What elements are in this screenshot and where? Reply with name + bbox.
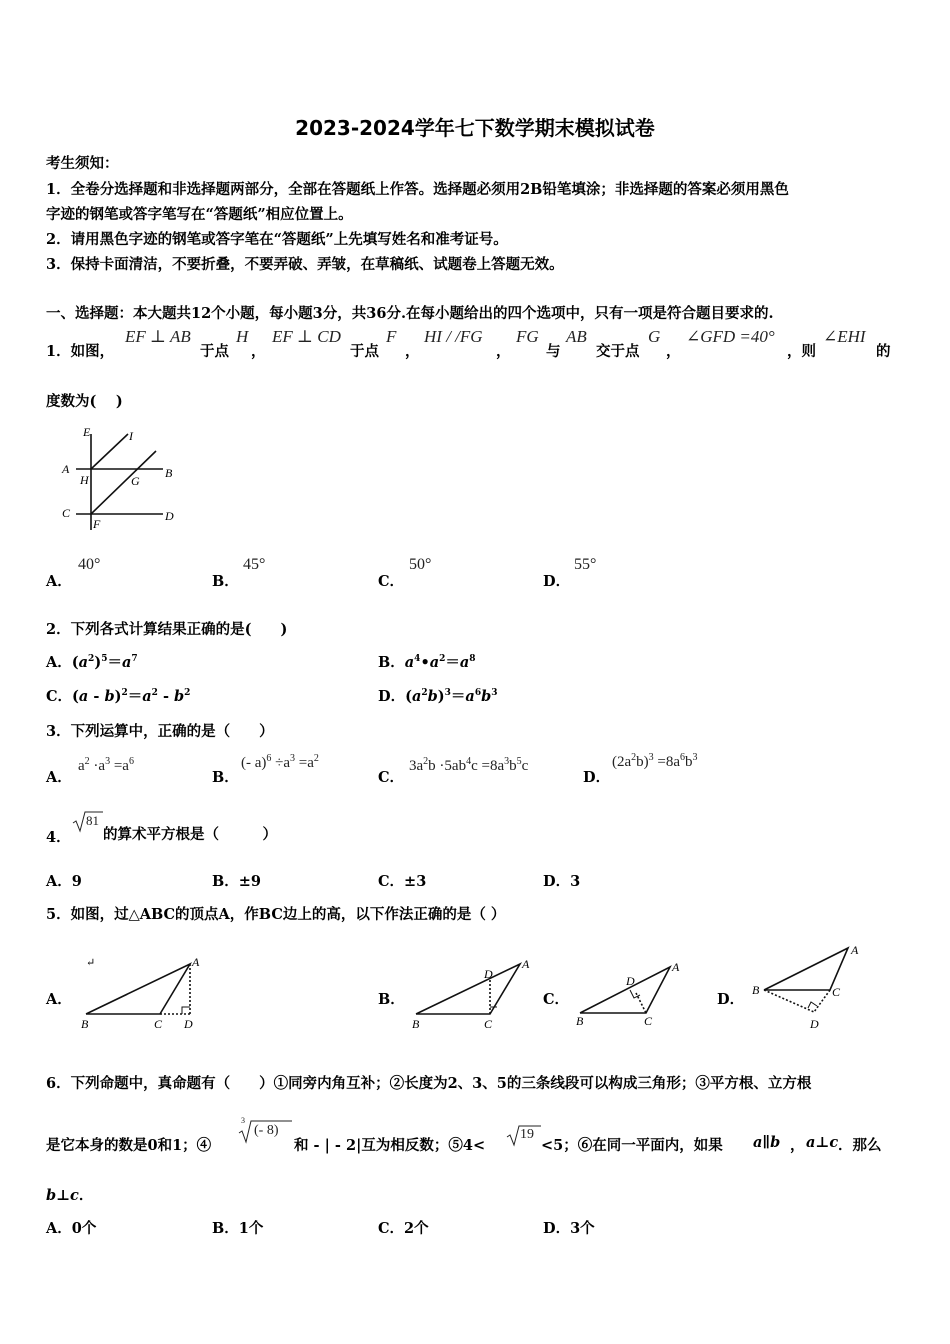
q5-option-b-label: B． xyxy=(378,991,405,1008)
notice-heading: 考生须知： xyxy=(46,155,119,172)
q1-text-7: 与 xyxy=(546,343,561,360)
svg-text:A: A xyxy=(522,957,530,971)
q4-option-b: B．±9 xyxy=(212,873,262,890)
q1-formula-5: HI / /FG xyxy=(424,327,483,346)
cube-root-index: 3 xyxy=(241,1116,245,1125)
q5-figure-a xyxy=(78,950,208,1032)
q5-option-c-label: C． xyxy=(543,991,570,1008)
q2-option-c: C．$(a - b)^2=a^2 - b^2$ xyxy=(46,688,191,705)
q1-formula-4: F xyxy=(386,327,397,346)
q1-text-2: 于点 xyxy=(200,343,229,360)
q1-option-d-label: D． xyxy=(543,573,571,590)
line-hi xyxy=(91,434,128,469)
notice-line-1: 1．全卷分选择题和非选择题两部分，全部在答题纸上作答。选择题必须用2B铅笔填涂；非选择题的答案必须用黑色 xyxy=(46,181,789,198)
q1-text-9: ， xyxy=(666,343,681,360)
return-mark: ↵ xyxy=(86,957,96,969)
svg-text:B: B xyxy=(752,983,760,997)
label-i: I xyxy=(129,429,133,443)
q1-text-10: ，则 xyxy=(787,343,816,360)
sqrt-19-radicand: 19 xyxy=(520,1127,534,1142)
q1-option-a-value: 40° xyxy=(78,556,101,573)
q1-formula-9: ∠GFD =40° xyxy=(686,327,775,346)
q6-line-2b: 和 - | - 2|互为相反数；⑤4< xyxy=(294,1137,486,1154)
q1-option-c-label: C． xyxy=(378,573,405,590)
svg-text:C: C xyxy=(484,1017,493,1031)
q3-option-b-label: B． xyxy=(212,769,239,786)
q1-option-c-value: 50° xyxy=(409,556,432,573)
cube-root-radicand: (- 8) xyxy=(254,1123,279,1138)
label-e: E xyxy=(83,425,91,439)
q6-line-2e: ， xyxy=(790,1137,805,1154)
q1-formula-10: ∠EHI xyxy=(823,327,866,346)
svg-text:B: B xyxy=(576,1014,584,1028)
q4-option-a: A．9 xyxy=(46,873,82,890)
label-g: G xyxy=(131,474,140,488)
q2-option-b-expr: $a^4•a^2=a^8$ xyxy=(404,654,476,671)
q2-option-b: B．$a^4•a^2=a^8$ xyxy=(378,654,476,671)
svg-text:C: C xyxy=(832,985,841,999)
q4-number: 4． xyxy=(46,829,71,846)
q3-option-a-expr: $a^2 \cdot a^3 =a^6$ xyxy=(78,756,134,774)
q1-option-d-value: 55° xyxy=(574,556,597,573)
q2-option-d-expr: $(a^2b)^3=a^6b^3$ xyxy=(405,688,498,705)
q1-formula-8: G xyxy=(648,327,661,346)
q1-text-11: 的 xyxy=(876,343,891,360)
q2-option-a-expr: $(a^2)^5=a^7$ xyxy=(71,654,138,671)
q5-stem: 5．如图，过△ABC的顶点A，作BC边上的高，以下作法正确的是（ ） xyxy=(46,906,506,923)
q1-formula-7: AB xyxy=(566,327,587,346)
q6-line-2g: ．那么 xyxy=(838,1137,882,1154)
q1-option-b-value: 45° xyxy=(243,556,266,573)
q3-option-d-label: D． xyxy=(583,769,611,786)
q6-option-d: D．3个 xyxy=(543,1220,595,1237)
q4-option-c: C．±3 xyxy=(378,873,427,890)
label-h: H xyxy=(80,473,89,487)
q5-option-d-label: D． xyxy=(717,991,745,1008)
q6-option-a: A．0个 xyxy=(46,1220,97,1237)
q2-option-c-expr: $(a - b)^2=a^2 - b^2$ xyxy=(72,688,191,705)
svg-text:D: D xyxy=(626,974,635,988)
q5-figure-b xyxy=(410,950,540,1032)
q6-line-2f: a⊥c xyxy=(806,1134,839,1151)
q1-formula-2: H xyxy=(236,327,249,346)
q1-text-3: ， xyxy=(251,343,266,360)
q1-text-5: ， xyxy=(405,343,420,360)
label-c: C xyxy=(62,506,71,520)
svg-text:B: B xyxy=(81,1017,89,1031)
q6-line-2a: 是它本身的数是0和1；④ xyxy=(46,1137,212,1154)
notice-line-3: 2．请用黑色字迹的钢笔或答字笔在“答题纸”上先填写姓名和准考证号。 xyxy=(46,231,508,248)
q2-option-d: D．$(a^2b)^3=a^6b^3$ xyxy=(378,688,498,705)
q6-option-b: B．1个 xyxy=(212,1220,264,1237)
q4-option-d: D．3 xyxy=(543,873,581,890)
q1-text-4: 于点 xyxy=(350,343,379,360)
svg-text:A: A xyxy=(192,955,200,969)
q3-option-c-expr: $3a^2b \cdot 5ab^4c =8a^3b^5c$ xyxy=(409,756,529,774)
q5-option-a-label: A． xyxy=(46,991,72,1008)
q6-line-2d: a∥b xyxy=(753,1134,781,1151)
q3-option-b-expr: (- $a)^6 \div a^3 =a^2$ xyxy=(241,753,319,771)
section-heading: 一、选择题：本大题共12个小题，每小题3分，共36分.在每小题给出的四个选项中，只有一项是符合题目要求的. xyxy=(46,305,774,322)
q1-text-1: 1．如图， xyxy=(46,343,115,360)
q1-formula-6: FG xyxy=(516,327,539,346)
q2-option-a: A．$(a^2)^5=a^7$ xyxy=(46,654,138,671)
q6-line-3: b⊥c． xyxy=(46,1187,94,1204)
q1-text-8: 交于点 xyxy=(596,343,640,360)
q1-formula-3: EF ⊥ CD xyxy=(272,327,341,346)
label-f: F xyxy=(93,517,101,531)
label-b: B xyxy=(165,466,173,480)
q1-figure xyxy=(58,422,183,532)
q6-line-2c: <5；⑥在同一平面内，如果 xyxy=(541,1137,723,1154)
q2-stem: 2．下列各式计算结果正确的是( ) xyxy=(46,621,288,638)
q1-text-line-2: 度数为( ) xyxy=(46,393,123,410)
svg-text:D: D xyxy=(810,1017,819,1031)
svg-text:A: A xyxy=(851,943,859,957)
q6-option-c: C．2个 xyxy=(378,1220,429,1237)
q5-figure-d xyxy=(748,940,873,1032)
q3-option-d-expr: $(2a^2b)^3 =8a^6b^3$ xyxy=(612,752,698,770)
q6-line-1: 6．下列命题中，真命题有（ ）①同旁内角互补；②长度为2、3、5的三条线段可以构成三角形；③平方根、立方根 xyxy=(46,1075,812,1092)
svg-text:D: D xyxy=(484,967,493,981)
q5-figure-c xyxy=(572,955,697,1031)
q3-option-c-label: C． xyxy=(378,769,405,786)
page-title: 2023-2024学年七下数学期末模拟试卷 xyxy=(295,116,655,140)
q4-radicand: 81 xyxy=(86,813,99,828)
q1-option-a-label: A． xyxy=(46,573,72,590)
label-a: A xyxy=(62,462,70,476)
q1-option-b-label: B． xyxy=(212,573,239,590)
q1-text-6: ， xyxy=(496,343,511,360)
label-d: D xyxy=(165,509,174,523)
q3-option-a-label: A． xyxy=(46,769,72,786)
svg-text:B: B xyxy=(412,1017,420,1031)
svg-text:A: A xyxy=(672,960,680,974)
notice-line-4: 3．保持卡面清洁，不要折叠，不要弄破、弄皱，在草稿纸、试题卷上答题无效。 xyxy=(46,256,564,273)
q3-stem: 3．下列运算中，正确的是（ ） xyxy=(46,723,274,740)
notice-line-2: 字迹的钢笔或答字笔写在“答题纸”相应位置上。 xyxy=(46,206,353,223)
q1-formula-1: EF ⊥ AB xyxy=(125,327,191,346)
svg-text:C: C xyxy=(644,1014,653,1028)
svg-text:C: C xyxy=(154,1017,163,1031)
svg-text:D: D xyxy=(184,1017,193,1031)
q4-stem: 的算术平方根是（ ） xyxy=(103,826,277,843)
